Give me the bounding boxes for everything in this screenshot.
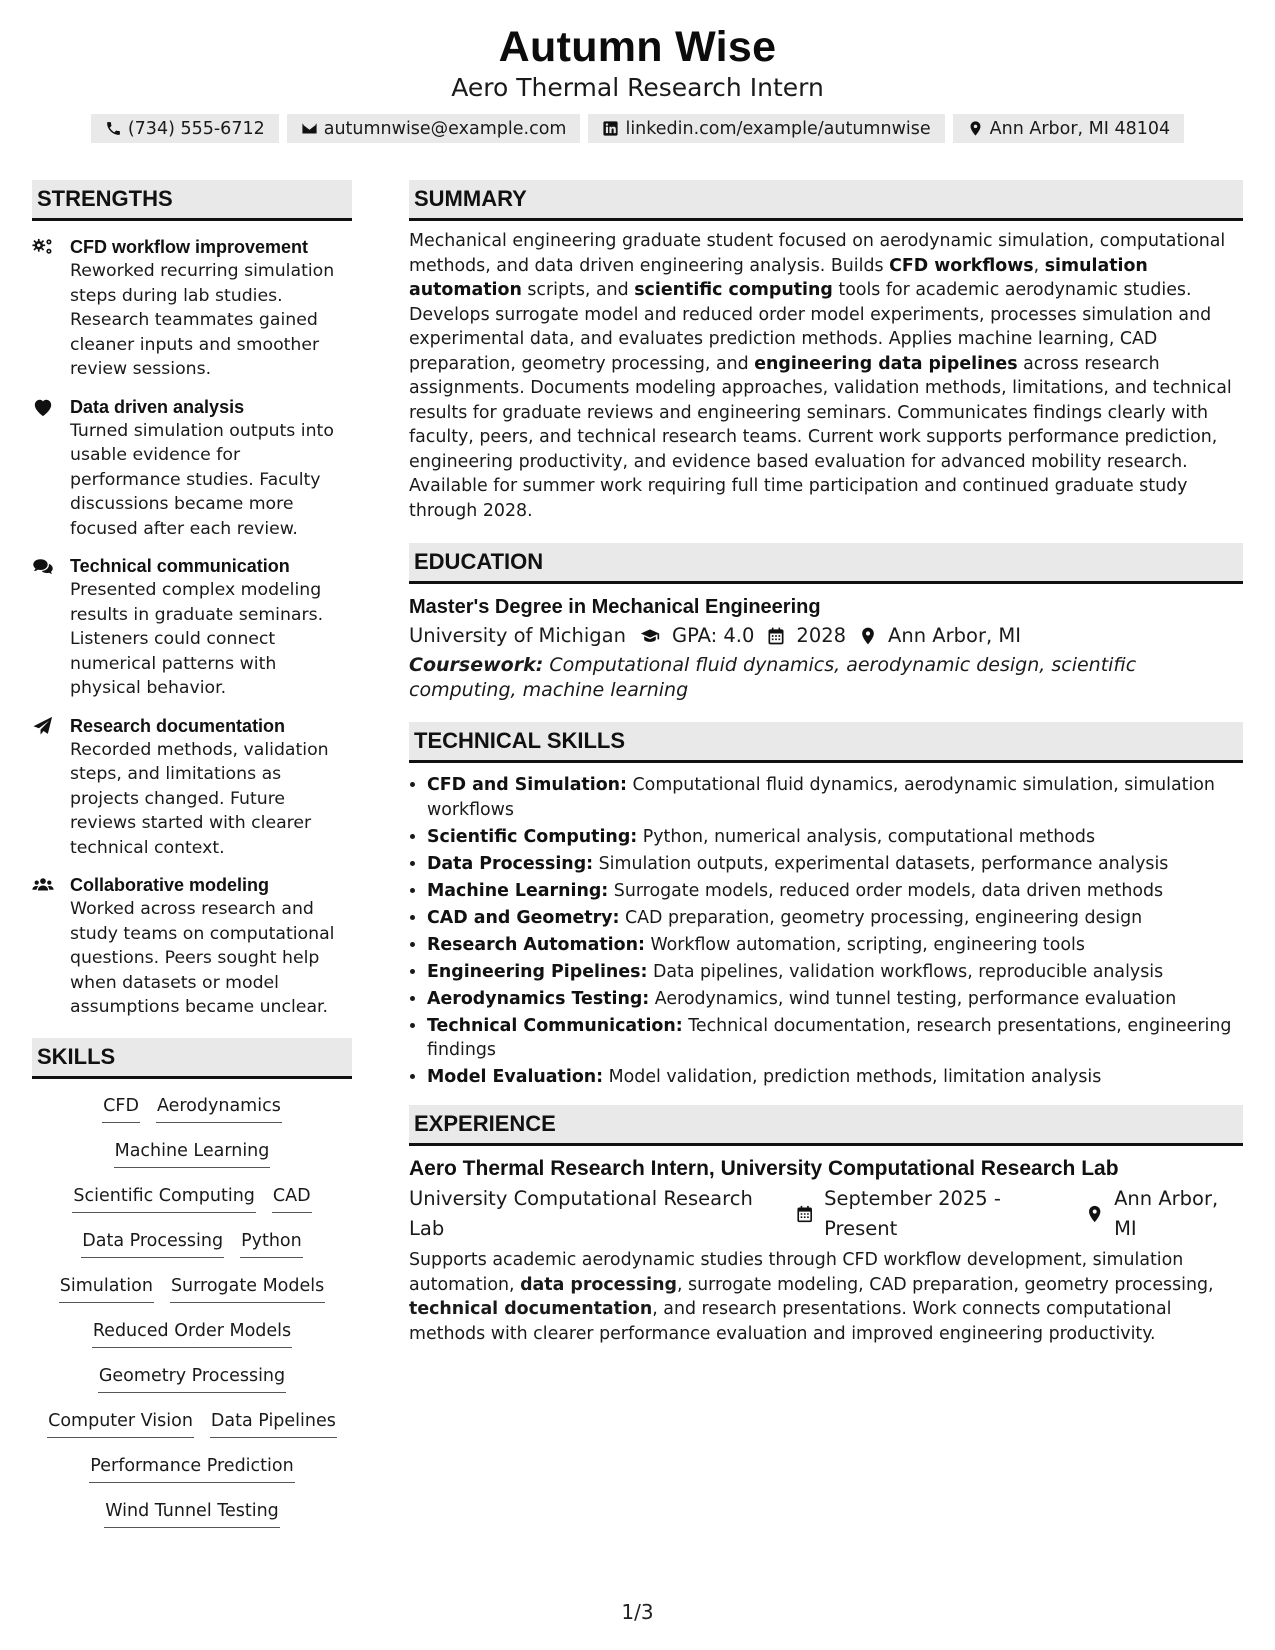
technical-skill-text: Python, numerical analysis, computational methods: [642, 826, 1096, 847]
skill-row: [32, 1093, 352, 1138]
strength-body: Reworked recurring simulation steps during lab studies. Research teammates gained cleaner inputs and smoother review sessions.: [70, 261, 335, 379]
skill-tag: Python: [240, 1228, 303, 1258]
skill-row: [32, 1363, 352, 1408]
technical-skill-label: Data Processing:: [427, 853, 594, 874]
technical-skills-list: [409, 773, 1243, 1090]
right-column: [409, 180, 1243, 1346]
technical-skill-item: [427, 773, 1243, 822]
coursework-text: Computational fluid dynamics, aerodynamic design, scientific computing, machine learning: [409, 654, 1137, 701]
strengths-list: [32, 235, 352, 1020]
text-segment: tools for academic aerodynamic studies. Develops surrogate model and reduced order model experiments, processes simulation and experimental data, and evaluates prediction methods. Applies machine learning, CAD preparation, geometry processing, and: [409, 280, 1212, 374]
envelope-icon: [301, 120, 318, 137]
skill-tag: Machine Learning: [114, 1138, 271, 1168]
emphasis-text: technical documentation: [409, 1299, 653, 1319]
graduation-cap-icon: [638, 626, 662, 646]
job-dates: September 2025 - Present: [824, 1187, 1001, 1240]
skill-tag: Data Processing: [81, 1228, 224, 1258]
technical-skill-item: [427, 825, 1243, 850]
map-marker-icon: [858, 626, 878, 646]
location-text: Ann Arbor, MI 48104: [989, 118, 1171, 139]
emphasis-text: CFD workflows: [889, 255, 1034, 276]
contact-email[interactable]: [287, 114, 581, 143]
email-text: autumnwise@example.com: [323, 118, 567, 139]
phone-icon: [105, 120, 122, 137]
strength-title: CFD workflow improvement: [70, 237, 309, 257]
emphasis-text: data processing: [520, 1274, 677, 1295]
strength-body: Recorded methods, validation steps, and limitations as projects changed. Future reviews started with clearer technical context.: [70, 739, 329, 858]
technical-skill-text: Model validation, prediction methods, limitation analysis: [608, 1067, 1102, 1087]
strength-item: [32, 395, 352, 542]
education-location: Ann Arbor, MI: [888, 624, 1021, 647]
technical-skill-label: Engineering Pipelines:: [427, 961, 648, 982]
job-location: Ann Arbor, MI: [1114, 1187, 1219, 1240]
skill-row: [32, 1138, 352, 1183]
heart-icon: [32, 395, 70, 542]
strengths-heading: STRENGTHS: [32, 180, 352, 221]
calendar-icon: [795, 1204, 814, 1224]
coursework-label: Coursework:: [409, 654, 544, 676]
skill-tag: Reduced Order Models: [92, 1318, 292, 1348]
phone-text: (734) 555-6712: [127, 118, 265, 139]
strength-item: [32, 554, 352, 701]
technical-skill-text: Simulation outputs, experimental datasets, performance analysis: [598, 853, 1169, 874]
skill-row: [32, 1453, 352, 1498]
technical-skill-label: Research Automation:: [427, 934, 645, 955]
skill-tag: CAD: [272, 1183, 312, 1213]
technical-skill-item: [427, 906, 1243, 931]
skill-tag: Surrogate Models: [170, 1273, 325, 1303]
contact-bar: [0, 114, 1275, 143]
strength-title: Technical communication: [70, 556, 290, 576]
job-org: University Computational Research Lab: [409, 1187, 753, 1240]
skill-tag: Simulation: [59, 1273, 154, 1303]
resume-header: [0, 0, 1275, 143]
strength-title: Research documentation: [70, 715, 286, 736]
technical-skill-text: Technical documentation, research presentations, engineering findings: [427, 1015, 1232, 1060]
technical-skill-text: Workflow automation, scripting, engineering tools: [650, 934, 1085, 955]
education-school: University of Michigan: [409, 624, 626, 647]
users-icon: [32, 873, 70, 1020]
skill-row: [32, 1183, 352, 1228]
job-description: [409, 1248, 1243, 1346]
strength-item: [32, 873, 352, 1020]
text-segment: ,: [1033, 255, 1045, 276]
text-segment: Supports academic aerodynamic studies through CFD workflow development, simulation automation,: [409, 1250, 1184, 1295]
map-marker-icon: [1085, 1204, 1104, 1224]
text-segment: scripts, and: [521, 280, 635, 300]
contact-linkedin[interactable]: [588, 114, 944, 143]
technical-skill-label: CAD and Geometry:: [427, 907, 620, 928]
skill-row: [32, 1228, 352, 1273]
linkedin-icon: [602, 120, 619, 137]
job-title: Aero Thermal Research Intern, University Computational Research Lab: [409, 1157, 1119, 1180]
technical-skill-text: Data pipelines, validation workflows, reproducible analysis: [652, 961, 1164, 982]
emphasis-text: scientific computing: [634, 280, 833, 300]
skill-tag: Scientific Computing: [72, 1183, 255, 1213]
text-segment: across research assignments. Documents modeling approaches, validation methods, limitations, and technical results for graduate reviews and engineering seminars. Communicates findings clearly with faculty, peers, and technical research teams. Current work supports performance prediction, engineering productivity, and evidence based evaluation for advanced mobility research. Available for summer work requiring full time participation and continued graduate study through 2028.: [409, 353, 1232, 521]
text-segment: Mechanical engineering graduate student focused on aerodynamic simulation, computational methods, and data driven engineering analysis. Builds: [409, 231, 1226, 276]
calendar-icon: [766, 626, 786, 646]
emphasis-text: simulation automation: [409, 255, 1148, 300]
education-year: 2028: [796, 624, 847, 647]
technical-skill-label: CFD and Simulation:: [427, 775, 627, 795]
skill-tag: CFD: [102, 1093, 140, 1123]
candidate-title: Aero Thermal Research Intern: [451, 73, 824, 102]
skill-tag: Computer Vision: [47, 1408, 194, 1438]
strength-body: Presented complex modeling results in graduate seminars. Listeners could connect numerical patterns with physical behavior.: [70, 580, 324, 698]
left-column: [32, 180, 352, 1543]
skill-tag: Geometry Processing: [98, 1363, 286, 1393]
technical-skill-text: Aerodynamics, wind tunnel testing, performance evaluation: [654, 988, 1177, 1009]
skill-tag: Data Pipelines: [210, 1408, 337, 1438]
contact-phone[interactable]: [91, 114, 279, 143]
education-degree: Master's Degree in Mechanical Engineering: [409, 596, 821, 618]
skill-tag: Performance Prediction: [89, 1453, 294, 1483]
gears-icon: [32, 235, 70, 382]
technical-skill-text: Computational fluid dynamics, aerodynamic simulation, simulation workflows: [427, 775, 1215, 820]
technical-skill-label: Machine Learning:: [427, 880, 609, 901]
page-number: 1/3: [621, 1600, 654, 1624]
comments-icon: [32, 554, 70, 701]
skill-row: [32, 1498, 352, 1543]
skill-row: [32, 1318, 352, 1363]
linkedin-text: linkedin.com/example/autumnwise: [625, 118, 931, 139]
strength-title: Data driven analysis: [70, 396, 245, 417]
experience-heading: EXPERIENCE: [409, 1105, 1243, 1146]
strength-body: Turned simulation outputs into usable evidence for performance studies. Faculty discussions became more focused after each review.: [70, 420, 334, 539]
skills-heading: SKILLS: [32, 1038, 352, 1079]
technical-skill-item: [427, 852, 1243, 877]
strength-body: Worked across research and study teams on computational questions. Peers sought help when datasets or model assumptions became unclear.: [70, 899, 335, 1017]
skill-tag: Wind Tunnel Testing: [104, 1498, 280, 1528]
emphasis-text: engineering data pipelines: [754, 353, 1018, 374]
education-heading: EDUCATION: [409, 543, 1243, 584]
technical-skill-item: [427, 1065, 1243, 1090]
technical-skill-text: CAD preparation, geometry processing, engineering design: [624, 907, 1143, 928]
skill-row: [32, 1273, 352, 1318]
technical-skill-item: [427, 1014, 1243, 1063]
text-segment: , surrogate modeling, CAD preparation, geometry processing,: [676, 1274, 1214, 1295]
technical-skill-item: [427, 960, 1243, 985]
summary-text: [409, 229, 1243, 523]
text-segment: , and research presentations. Work connects computational methods with clearer performance evaluation and improved engineering productivity.: [409, 1299, 1172, 1344]
education-meta: [409, 621, 1243, 651]
job-meta: [409, 1184, 1243, 1244]
strength-item: [32, 714, 352, 861]
skills-list: [32, 1093, 352, 1543]
education-gpa: GPA: 4.0: [672, 624, 755, 647]
skill-tag: Aerodynamics: [156, 1093, 282, 1123]
skill-row: [32, 1408, 352, 1453]
summary-heading: SUMMARY: [409, 180, 1243, 221]
technical-skill-item: [427, 987, 1243, 1012]
technical-skill-label: Model Evaluation:: [427, 1067, 604, 1087]
education-coursework: [409, 653, 1243, 702]
technical-skills-heading: TECHNICAL SKILLS: [409, 722, 1243, 763]
technical-skill-label: Scientific Computing:: [427, 826, 638, 847]
strength-item: [32, 235, 352, 382]
strength-title: Collaborative modeling: [70, 875, 270, 895]
map-marker-icon: [967, 120, 984, 137]
technical-skill-label: Aerodynamics Testing:: [427, 988, 650, 1009]
contact-location: [953, 114, 1185, 143]
technical-skill-item: [427, 933, 1243, 958]
technical-skill-label: Technical Communication:: [427, 1015, 683, 1036]
candidate-name: Autumn Wise: [498, 23, 777, 71]
technical-skill-text: Surrogate models, reduced order models, data driven methods: [613, 880, 1164, 901]
paper-plane-icon: [32, 714, 70, 861]
technical-skill-item: [427, 879, 1243, 904]
